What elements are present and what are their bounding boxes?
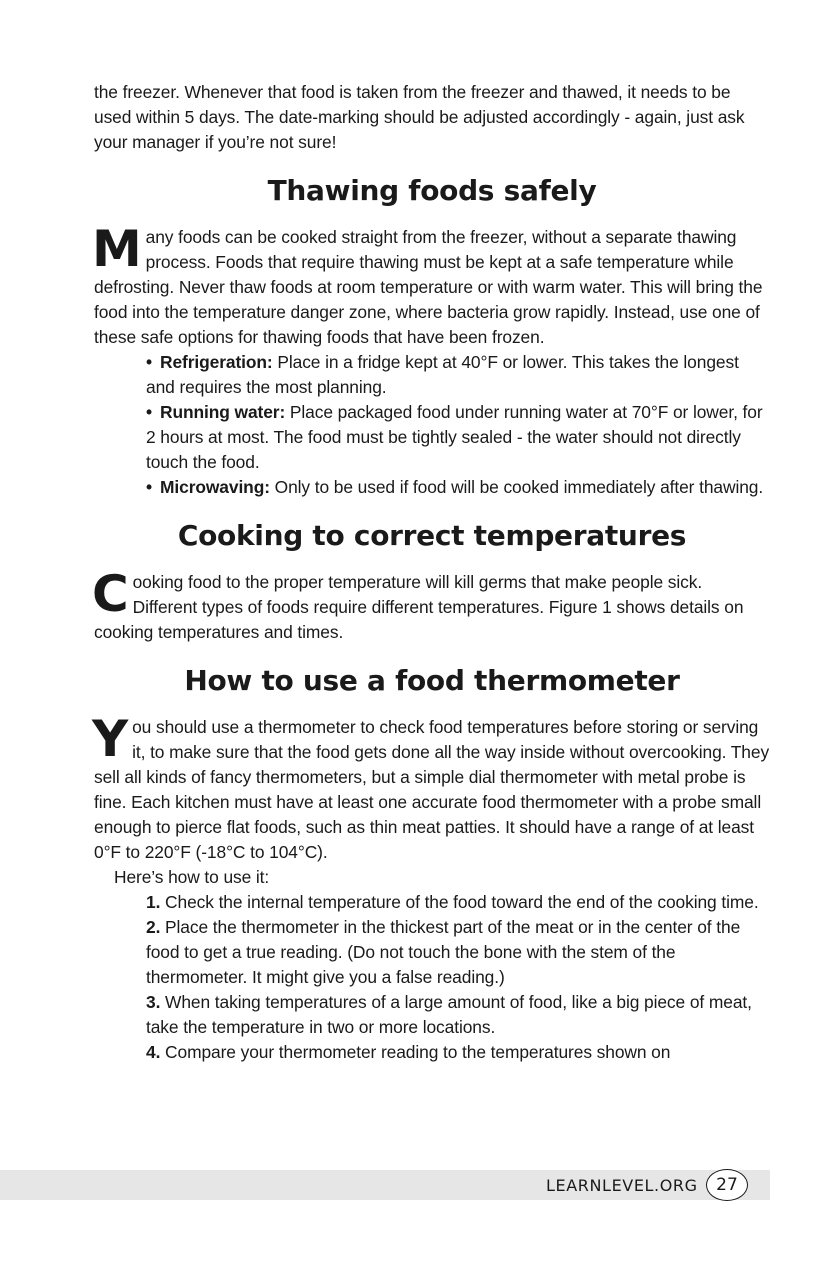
list-item — [146, 915, 770, 990]
list-item — [146, 990, 770, 1040]
thawing-options-list — [146, 350, 770, 500]
list-item — [146, 890, 770, 915]
cooking-paragraph — [92, 565, 770, 645]
step-text: Place the thermometer in the thickest part of the meat or in the center of the food to get a true reading. (Do not touch the bone with the stem of the thermometer. It might give you a false reading.) — [146, 917, 741, 987]
cooking-body: ooking food to the proper temperature will kill germs that make people sick. Different types of foods require different temperatures. Figure 1 shows details on cooking temperatures and times. — [94, 572, 744, 642]
step-text: Compare your thermometer reading to the temperatures shown on — [160, 1042, 671, 1062]
page-number: 27 — [706, 1169, 748, 1201]
thermometer-steps-list — [146, 890, 770, 1065]
step-text: Check the internal temperature of the food toward the end of the cooking time. — [160, 892, 759, 912]
list-item — [146, 475, 770, 500]
option-text: Place in a fridge kept at 40°F or lower. This takes the longest and requires the most planning. — [146, 352, 739, 397]
list-item — [146, 1040, 770, 1065]
step-number: 1. — [146, 892, 161, 912]
intro-paragraph: the freezer. Whenever that food is taken from the freezer and thawed, it needs to be used within 5 days. The date-marking should be adjusted accordingly - again, just ask your manager if you’re not sure! — [94, 82, 745, 152]
step-number: 4. — [146, 1042, 161, 1062]
thawing-dropcap: M — [92, 220, 142, 278]
thawing-paragraph — [92, 220, 770, 350]
step-number: 3. — [146, 992, 161, 1012]
option-label: Refrigeration: — [160, 352, 273, 372]
thawing-heading: Thawing foods safely — [267, 174, 597, 207]
page-content — [94, 80, 770, 1065]
cooking-dropcap: C — [92, 565, 129, 623]
step-text: When taking temperatures of a large amount of food, like a big piece of meat, take the temperature in two or more locations. — [146, 992, 752, 1037]
option-label: Running water: — [160, 402, 286, 422]
list-item — [146, 350, 770, 400]
list-item — [146, 400, 770, 475]
thermometer-dropcap: Y — [92, 710, 129, 768]
thermometer-lead: Here’s how to use it: — [114, 867, 270, 887]
thawing-body: any foods can be cooked straight from the freezer, without a separate thawing process. Foods that require thawing must be kept at a safe temperature while defrosting. Never thaw foods at room temperature or with warm water. This will bring the food into the temperature danger zone, where bacteria grow rapidly. Instead, use one of these safe options for thawing foods that have been frozen. — [94, 227, 763, 347]
cooking-heading: Cooking to correct temperatures — [177, 519, 687, 552]
thermometer-heading: How to use a food thermometer — [184, 664, 680, 697]
option-text: Only to be used if food will be cooked immediately after thawing. — [269, 477, 764, 497]
footer-site-link[interactable]: LEARNLEVEL.ORG — [546, 1176, 698, 1195]
option-text: Place packaged food under running water at 70°F or lower, for 2 hours at most. The food must be tightly sealed - the water should not directly touch the food. — [146, 402, 763, 472]
option-label: Microwaving: — [160, 477, 270, 497]
thermometer-body: ou should use a thermometer to check food temperatures before storing or serving it, to make sure that the food gets done all the way inside without overcooking. They sell all kinds of fancy thermometers, but a simple dial thermometer with metal probe is fine. Each kitchen must have at least one accurate food thermometer with a probe small enough to pierce flat foods, such as thin meat patties. It should have a range of at least 0°F to 220°F (-18°C to 104°C). — [94, 717, 770, 862]
thermometer-paragraph — [92, 710, 770, 865]
step-number: 2. — [146, 917, 161, 937]
